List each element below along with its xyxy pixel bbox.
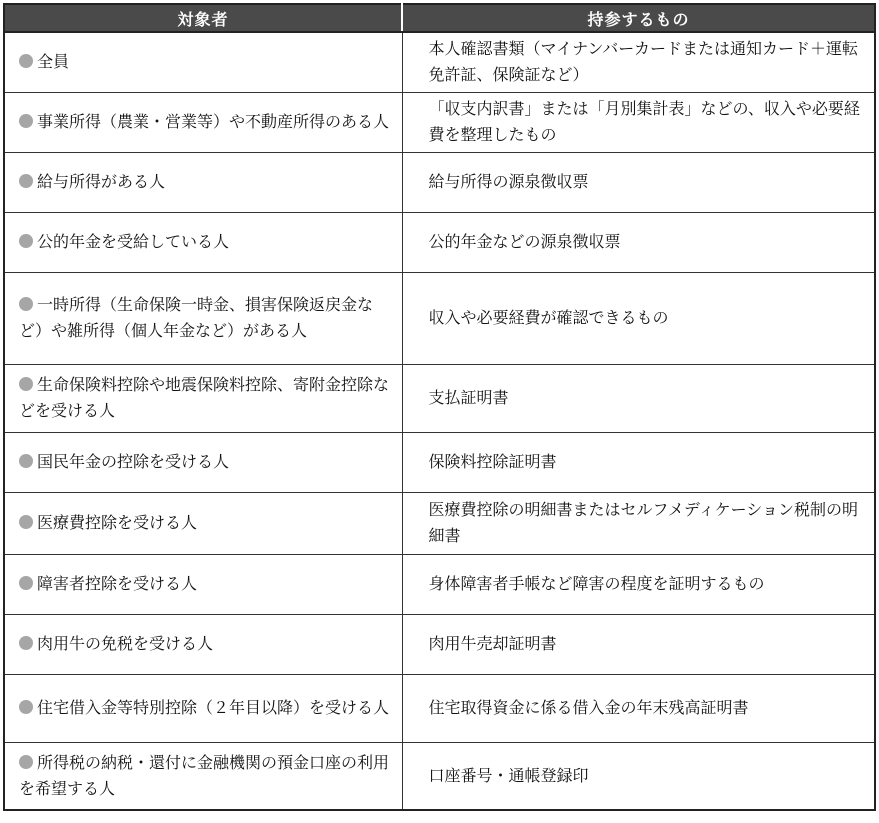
table-row [4,212,875,272]
items-text: 保険料控除証明書 [428,452,557,471]
header-target: 対象者 [4,4,402,32]
items-text: 公的年金などの源泉徴収票 [428,232,621,251]
gray-circle-icon [19,515,33,529]
target-cell [4,212,402,272]
header-items: 持参するもの [402,4,875,32]
target-text: 一時所得（生命保険一時金、損害保険返戻金など）や雑所得（個人年金など）がある人 [19,295,374,340]
target-cell [4,742,402,810]
documents-table [3,3,876,811]
items-cell [402,432,875,492]
gray-circle-icon [19,755,33,769]
table-row [4,554,875,614]
items-text: 住宅取得資金に係る借入金の年末残高証明書 [428,698,749,717]
items-text: 支払証明書 [428,388,509,407]
target-text: 障害者控除を受ける人 [37,574,198,593]
items-text: 本人確認書類（マイナンバーカードまたは通知カード＋運転免許証、保険証など） [428,39,858,85]
target-text: 公的年金を受給している人 [37,232,230,251]
target-text: 肉用牛の免税を受ける人 [37,634,214,653]
target-cell [4,364,402,432]
target-text: 所得税の納税・還付に金融機関の預金口座の利用を希望する人 [19,752,390,798]
table-header-row [4,4,875,32]
gray-circle-icon [19,54,33,68]
items-cell [402,272,875,364]
items-cell [402,32,875,92]
gray-circle-icon [19,234,33,248]
target-text: 住宅借入金等特別控除（２年目以降）を受ける人 [37,698,390,717]
items-cell [402,674,875,742]
table-row [4,674,875,742]
target-text: 給与所得がある人 [37,172,166,191]
gray-circle-icon [19,700,33,714]
items-cell [402,742,875,810]
items-cell [402,92,875,152]
target-text: 全員 [37,52,70,72]
items-cell [402,492,875,554]
items-text: 医療費控除の明細書またはセルフメディケーション税制の明細書 [428,500,858,545]
items-text: 肉用牛売却証明書 [428,634,557,653]
items-cell [402,364,875,432]
table-row [4,742,875,810]
target-text: 事業所得（農業・営業等）や不動産所得のある人 [37,112,390,131]
items-cell [402,152,875,212]
target-cell [4,152,402,212]
target-cell [4,492,402,554]
table-row [4,152,875,212]
gray-circle-icon [19,377,33,391]
items-text: 「収支内訳書」または「月別集計表」などの、収入や必要経費を整理したもの [428,99,860,144]
items-text: 収入や必要経費が確認できるもの [428,308,669,327]
table-row [4,432,875,492]
target-cell [4,32,402,92]
items-text: 身体障害者手帳など障害の程度を証明するもの [428,574,765,593]
items-text: 口座番号・通帳登録印 [428,765,589,785]
table-row [4,92,875,152]
table-row [4,492,875,554]
target-cell [4,554,402,614]
target-cell [4,92,402,152]
table-row [4,364,875,432]
target-text: 生命保険料控除や地震保険料控除、寄附金控除などを受ける人 [19,375,390,420]
target-text: 国民年金の控除を受ける人 [37,452,230,471]
documents-table-container [3,3,874,811]
items-cell [402,614,875,674]
gray-circle-icon [19,576,33,590]
target-cell [4,432,402,492]
gray-circle-icon [19,174,33,188]
table-row [4,272,875,364]
gray-circle-icon [19,454,33,468]
gray-circle-icon [19,297,33,311]
target-cell [4,614,402,674]
gray-circle-icon [19,636,33,650]
target-cell [4,674,402,742]
target-cell [4,272,402,364]
table-row [4,614,875,674]
target-text: 医療費控除を受ける人 [37,513,198,532]
table-row [4,32,875,92]
items-cell [402,212,875,272]
items-text: 給与所得の源泉徴収票 [428,172,589,191]
gray-circle-icon [19,114,33,128]
items-cell [402,554,875,614]
